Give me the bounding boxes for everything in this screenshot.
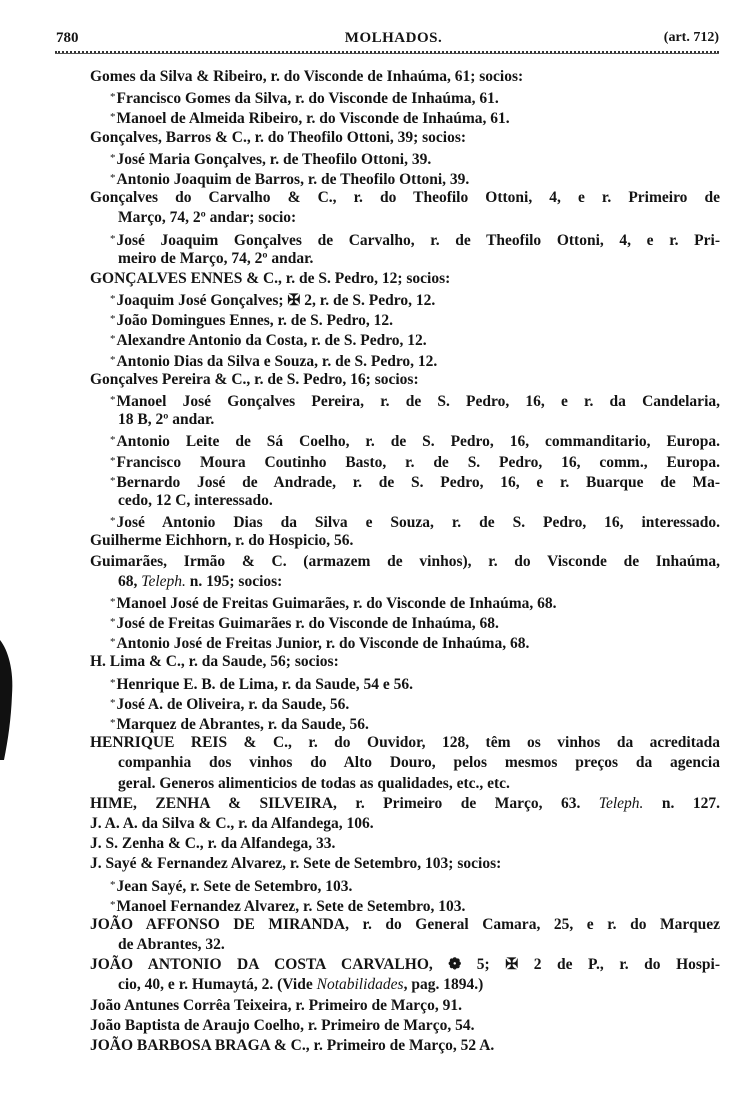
partner-asterisk-icon: *: [110, 91, 116, 104]
line-text: Guimarães, Irmão & C. (armazem de vinhos), r. do Visconde de Inhaúma,: [90, 552, 720, 570]
line-text: José Antonio Dias da Silva e Souza, r. de S. Pedro, 16, interessado.: [116, 514, 720, 532]
line-text: Março, 74, 2º andar; socio:: [118, 209, 297, 227]
line-text: Francisco Moura Coutinho Basto, r. de S. Pedro, 16, comm., Europa.: [116, 453, 720, 471]
line-text: geral. Generos alimenticios de todas as qualidades, etc., etc.: [118, 774, 510, 792]
firm-entry-line: [88, 814, 720, 834]
line-text: meiro de Março, 74, 2º andar.: [118, 249, 314, 267]
partner-entry-line: [88, 632, 720, 652]
page-title: MOLHADOS.: [344, 30, 443, 46]
line-text: cedo, 12 C, interessado.: [118, 491, 273, 509]
partner-asterisk-icon: *: [110, 293, 116, 306]
entry-continuation-line: [88, 491, 720, 511]
firm-entry-line: [88, 955, 720, 975]
partner-asterisk-icon: *: [110, 717, 116, 729]
partner-asterisk-icon: *: [110, 171, 116, 184]
partner-asterisk-icon: *: [110, 111, 116, 124]
line-text: n. 195; socios:: [185, 572, 283, 590]
firm-entry-line: [88, 794, 720, 814]
entry-continuation-line: [88, 753, 720, 773]
partner-entry-line: [88, 168, 720, 188]
directory-listing: [88, 67, 720, 1056]
line-text: Antonio Joaquim de Barros, r. de Theofilo Ottoni, 39.: [116, 170, 470, 188]
line-text: Manoel José de Freitas Guimarães, r. do Visconde de Inhaúma, 68.: [116, 594, 557, 612]
partner-entry-line: [88, 229, 720, 249]
line-text: Manoel Fernandez Alvarez, r. Sete de Setembro, 103.: [116, 897, 466, 915]
partner-asterisk-icon: *: [110, 878, 116, 891]
partner-entry-line: [88, 430, 720, 450]
line-text: cio, 40, e r. Humaytá, 2. (Vide: [118, 976, 317, 994]
firm-entry-line: [88, 128, 720, 148]
line-text: JOÃO ANTONIO DA COSTA CARVALHO, ❁ 5; ✠ 2 de P., r. do Hospi-: [90, 956, 720, 974]
partner-asterisk-icon: *: [110, 353, 116, 366]
firm-entry-line: [88, 67, 720, 87]
line-text: 68,: [118, 572, 142, 590]
firm-entry-line: [88, 834, 720, 854]
partner-entry-line: [88, 612, 720, 632]
line-text: José Joaquim Gonçalves de Carvalho, r. de Theofilo Ottoni, 4, e r. Pri-: [116, 231, 720, 249]
partner-asterisk-icon: *: [110, 595, 116, 608]
entry-continuation-line: [88, 572, 720, 592]
line-text: n. 127.: [643, 794, 720, 812]
line-text: Gomes da Silva & Ribeiro, r. do Visconde de Inhaúma, 61; socios:: [90, 68, 524, 85]
partner-asterisk-icon: *: [110, 636, 116, 649]
partner-entry-line: [88, 350, 720, 370]
line-text: 18 B, 2º andar.: [118, 411, 215, 429]
line-text: JOÃO BARBOSA BRAGA & C., r. Primeiro de Março, 52 A.: [90, 1037, 495, 1054]
partner-entry-line: [88, 451, 720, 471]
line-text: José Maria Gonçalves, r. de Theofilo Ottoni, 39.: [116, 150, 432, 168]
partner-entry-line: [88, 875, 720, 895]
line-text: Jean Sayé, r. Sete de Setembro, 103.: [116, 877, 353, 895]
partner-asterisk-icon: *: [110, 616, 116, 629]
header-rule-solid: [55, 53, 719, 54]
firm-entry-line: [88, 188, 720, 208]
line-text: JOÃO AFFONSO DE MIRANDA, r. do General Camara, 25, e r. do Marquez: [90, 915, 720, 933]
partner-entry-line: [88, 673, 720, 693]
entry-continuation-line: [88, 774, 720, 794]
line-text: J. A. A. da Silva & C., r. da Alfandega, 106.: [90, 814, 374, 832]
firm-entry-line: [88, 733, 720, 753]
partner-asterisk-icon: *: [110, 151, 116, 164]
line-text: Antonio José de Freitas Junior, r. do Visconde de Inhaúma, 68.: [116, 635, 530, 653]
line-text: Manoel José Gonçalves Pereira, r. de S. Pedro, 16, e r. da Candelaria,: [116, 393, 720, 410]
line-text: Francisco Gomes da Silva, r. do Visconde de Inhaúma, 61.: [116, 90, 499, 108]
partner-asterisk-icon: *: [110, 515, 116, 528]
entry-continuation-line: [88, 935, 720, 955]
scan-margin-artifact: [0, 640, 18, 760]
line-text: J. S. Zenha & C., r. da Alfandega, 33.: [90, 835, 336, 853]
firm-entry-line: [88, 996, 720, 1016]
line-text: Alexandre Antonio da Costa, r. de S. Pedro, 12.: [116, 332, 427, 350]
partner-entry-line: [88, 148, 720, 168]
partner-entry-line: [88, 289, 720, 309]
partner-entry-line: [88, 592, 720, 612]
line-text: companhia dos vinhos do Alto Douro, pelos mesmos preços da agencia: [118, 754, 720, 772]
italic-text: Teleph.: [598, 794, 644, 812]
line-text: José A. de Oliveira, r. da Saude, 56.: [116, 695, 350, 713]
line-text: H. Lima & C., r. da Saude, 56; socios:: [90, 653, 339, 671]
partner-entry-line: [88, 390, 720, 410]
partner-asterisk-icon: *: [110, 696, 116, 709]
partner-entry-line: [88, 895, 720, 915]
partner-asterisk-icon: *: [110, 313, 116, 326]
partner-asterisk-icon: *: [110, 454, 116, 467]
firm-entry-line: [88, 652, 720, 672]
line-text: Joaquim José Gonçalves; ✠ 2, r. de S. Pedro, 12.: [116, 292, 436, 310]
line-text: João Antunes Corrêa Teixeira, r. Primeiro de Março, 91.: [90, 996, 462, 1014]
partner-entry-line: [88, 87, 720, 107]
firm-entry-line: [88, 531, 720, 551]
article-reference: (art. 712): [663, 30, 719, 45]
entry-continuation-line: [88, 410, 720, 430]
firm-entry-line: [88, 1036, 720, 1056]
page-number: 780: [56, 30, 79, 46]
entry-continuation-line: [88, 208, 720, 228]
line-text: Bernardo José de Andrade, r. de S. Pedro, 16, e r. Buarque de Ma-: [116, 473, 720, 491]
line-text: J. Sayé & Fernandez Alvarez, r. Sete de Setembro, 103; socios:: [90, 855, 502, 873]
line-text: Antonio Leite de Sá Coelho, r. de S. Pedro, 16, commanditario, Europa.: [116, 433, 720, 451]
line-text: Manoel de Almeida Ribeiro, r. do Visconde de Inhaúma, 61.: [116, 110, 510, 128]
italic-text: Teleph.: [141, 572, 186, 590]
line-text: Gonçalves, Barros & C., r. do Theofilo Ottoni, 39; socios:: [90, 128, 467, 146]
firm-entry-line: [88, 269, 720, 289]
line-text: Gonçalves do Carvalho & C., r. do Theofilo Ottoni, 4, e r. Primeiro de: [90, 189, 720, 207]
firm-entry-line: [88, 915, 720, 935]
line-text: HENRIQUE REIS & C., r. do Ouvidor, 128, têm os vinhos da acreditada: [90, 734, 720, 752]
line-text: Gonçalves Pereira & C., r. de S. Pedro, 16; socios:: [90, 370, 419, 388]
partner-entry-line: [88, 511, 720, 531]
line-text: GONÇALVES ENNES & C., r. de S. Pedro, 12; socios:: [90, 269, 451, 287]
line-text: HIME, ZENHA & SILVEIRA, r. Primeiro de Março, 63.: [90, 794, 599, 812]
partner-entry-line: [88, 713, 720, 733]
partner-asterisk-icon: *: [110, 394, 116, 406]
line-text: Marquez de Abrantes, r. da Saude, 56.: [116, 716, 369, 733]
line-text: Henrique E. B. de Lima, r. da Saude, 54 e 56.: [116, 675, 414, 693]
line-text: Guilherme Eichhorn, r. do Hospicio, 56.: [90, 532, 354, 550]
partner-entry-line: [88, 693, 720, 713]
firm-entry-line: [88, 552, 720, 572]
partner-asterisk-icon: *: [110, 333, 116, 346]
partner-asterisk-icon: *: [110, 434, 116, 447]
entry-continuation-line: [88, 249, 720, 269]
partner-asterisk-icon: *: [110, 474, 116, 487]
partner-entry-line: [88, 471, 720, 491]
line-text: José de Freitas Guimarães r. do Visconde de Inhaúma, 68.: [116, 615, 499, 633]
partner-entry-line: [88, 309, 720, 329]
firm-entry-line: [88, 854, 720, 874]
line-text: de Abrantes, 32.: [118, 936, 225, 954]
partner-entry-line: [88, 107, 720, 127]
firm-entry-line: [88, 370, 720, 390]
line-text: João Baptista de Araujo Coelho, r. Primeiro de Março, 54.: [90, 1016, 475, 1034]
firm-entry-line: [88, 1016, 720, 1036]
partner-asterisk-icon: *: [110, 232, 116, 245]
line-text: , pag. 1894.): [403, 976, 484, 994]
partner-asterisk-icon: *: [110, 676, 116, 689]
line-text: João Domingues Ennes, r. de S. Pedro, 12.: [116, 312, 393, 330]
line-text: Antonio Dias da Silva e Souza, r. de S. Pedro, 12.: [116, 352, 438, 370]
partner-entry-line: [88, 329, 720, 349]
italic-text: Notabilidades: [316, 976, 404, 994]
partner-asterisk-icon: *: [110, 898, 116, 911]
entry-continuation-line: [88, 975, 720, 995]
